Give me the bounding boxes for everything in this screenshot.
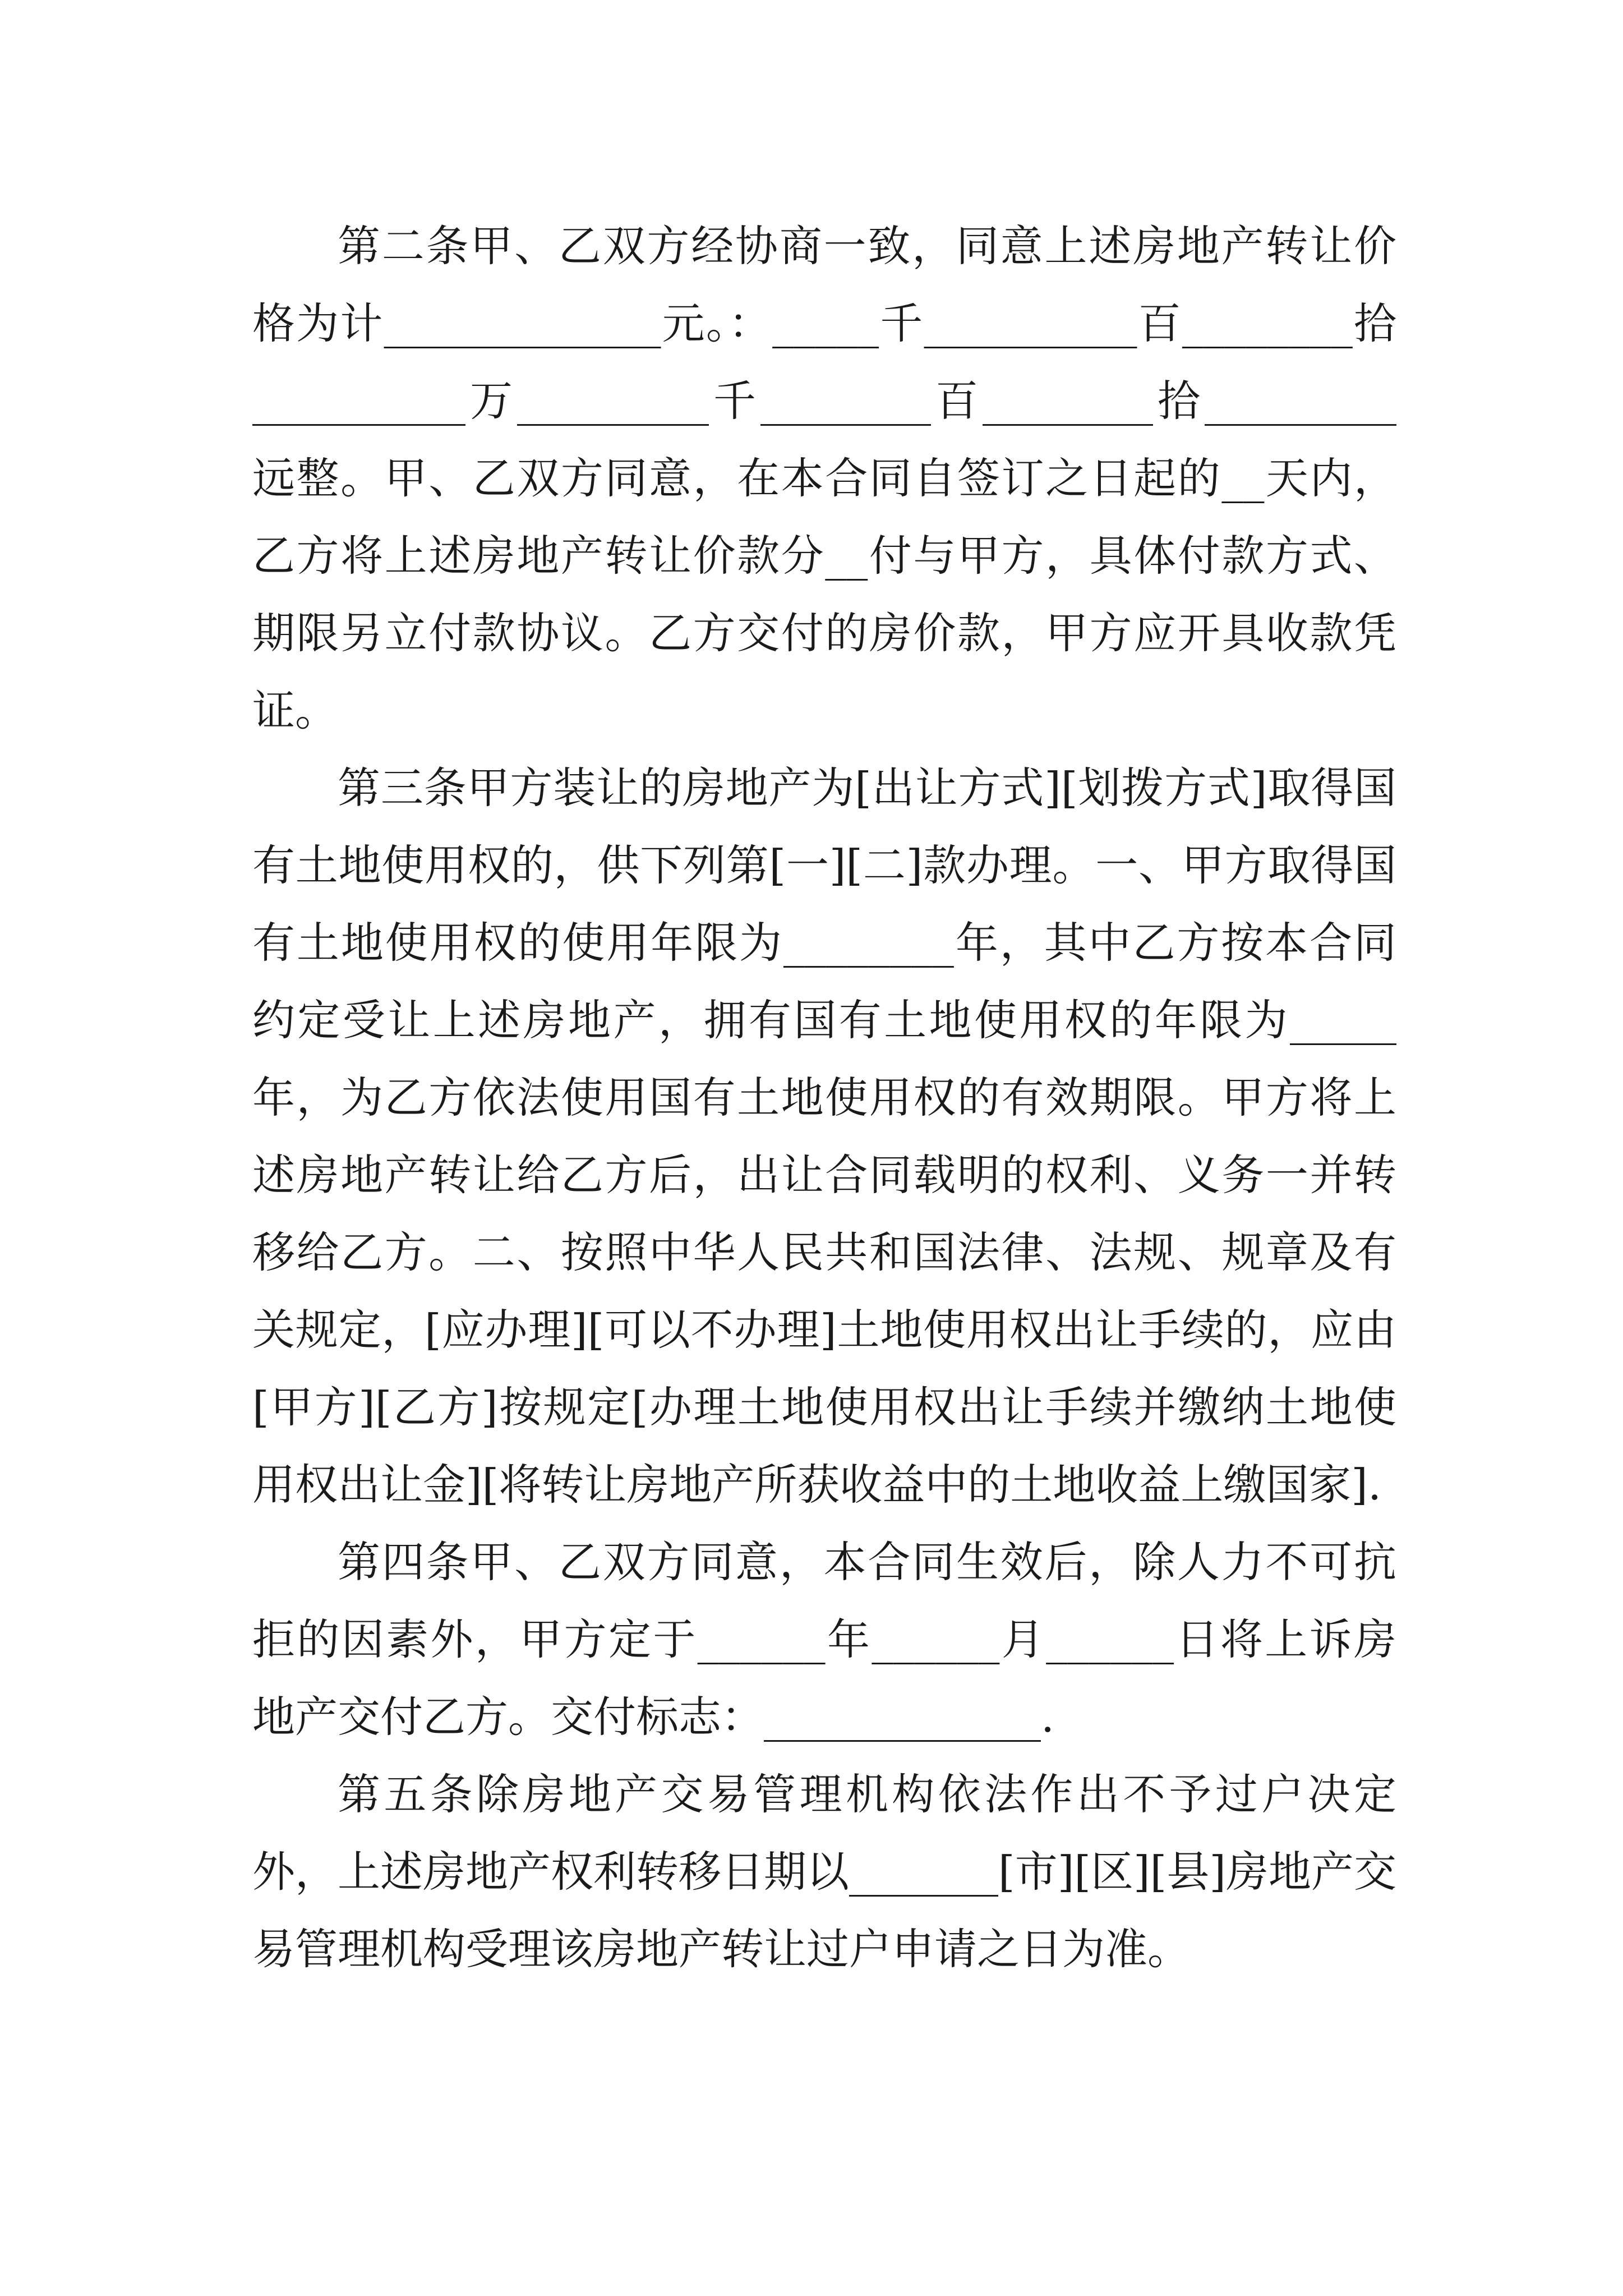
article-4-paragraph: 第四条甲、乙双方同意，本合同生效后，除人力不可抗拒的因素外，甲方定于______年______月______日将上诉房地产交付乙方。交付标志：_____________. [252, 1537, 1396, 1742]
document-body [252, 208, 1396, 1988]
article-5-paragraph: 第五条除房地产交易管理机构依法作出不予过户决定外，上述房地产权利转移日期以_______[市][区][县]房地产交易管理机构受理该房地产转让过户申请之日为准。 [252, 1769, 1396, 1974]
article-3-paragraph: 第三条甲方装让的房地产为[出让方式][划拨方式]取得国有土地使用权的，供下列第[一][二]款办理。一、甲方取得国有土地使用权的使用年限为________年，其中乙方按本合同约定受让上述房地产，拥有国有土地使用权的年限为_____年，为乙方依法使用国有土地使用权的有效期限。甲方将上述房地产转让给乙方后，出让合同载明的权利、义务一并转移给乙方。二、按照中华人民共和国法律、法规、规章及有关规定，[应办理][可以不办理]土地使用权出让手续的，应由[甲方][乙方]按规定[办理土地使用权出让手续并缴纳土地使用权出让金][将转让房地产所获收益中的土地收益上缴国家]. [252, 763, 1396, 1510]
article-2-paragraph: 第二条甲、乙双方经协商一致，同意上述房地产转让价格为计_____________元。：_____千__________百________拾__________万_________千________百________拾_________远整。甲、乙双方同意，在本合同自签订之日起的__天内，乙方将上述房地产转让价款分__付与甲方，具体付款方式、期限另立付款协议。乙方交付的房价款，甲方应开具收款凭证。 [252, 221, 1396, 735]
